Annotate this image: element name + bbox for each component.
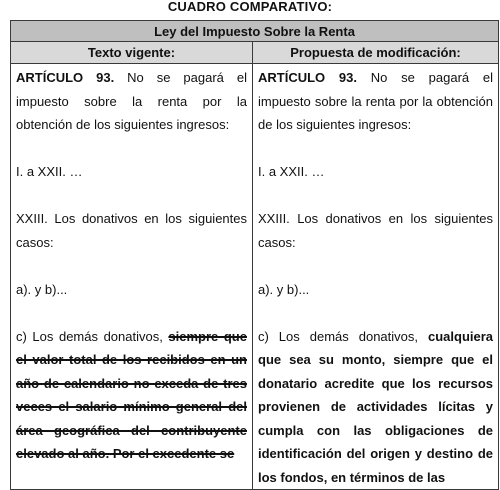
article-text: No se pagará el impuesto sobre la renta por la obtención de los siguientes ingresos: — [16, 70, 247, 132]
article-number: ARTÍCULO 93. — [258, 70, 357, 85]
fractions-paragraph: I. a XXII. … — [258, 164, 325, 179]
struck-text: siempre que el valor total de los recibidos en un año de calendario no exceda de tres veces el salario mínimo general del área geográfica del contribuyente elevado al año. Por el excedente se — [16, 328, 247, 461]
document-title: CUADRO COMPARATIVO: — [167, 0, 333, 14]
proposed-text-header: Propuesta de modificación: — [253, 42, 499, 64]
law-header: Ley del Impuesto Sobre la Renta — [11, 21, 499, 42]
current-text-column — [11, 64, 253, 490]
article-number: ARTÍCULO 93. — [16, 70, 115, 85]
other-donations-paragraph — [258, 325, 493, 490]
other-donations-text: c) Los demás donativos, — [16, 328, 169, 344]
proposed-text-column — [253, 64, 499, 490]
article-paragraph — [258, 66, 493, 137]
article-paragraph — [16, 66, 247, 137]
added-text: cualquiera que sea su monto, siempre que el donatario acredite que los recursos provienen de actividades lícitas y cumpla con las obligaciones de identificación del origen y destino de los fondos, en términos de las — [258, 328, 494, 485]
comparison-table — [10, 20, 499, 490]
fractions-paragraph: I. a XXII. … — [16, 164, 83, 179]
article-text: No se pagará el impuesto sobre la renta por la obtención de los siguientes ingresos: — [258, 70, 494, 132]
subsections-paragraph: a). y b)... — [258, 281, 310, 297]
other-donations-paragraph — [16, 325, 247, 466]
donations-paragraph: XXIII. Los donativos en los siguientes casos: — [16, 211, 247, 250]
current-text-header: Texto vigente: — [11, 42, 253, 64]
donations-paragraph: XXIII. Los donativos en los siguientes casos: — [258, 211, 494, 250]
subsections-paragraph: a). y b)... — [16, 281, 68, 297]
other-donations-text: c) Los demás donativos, — [258, 328, 428, 344]
